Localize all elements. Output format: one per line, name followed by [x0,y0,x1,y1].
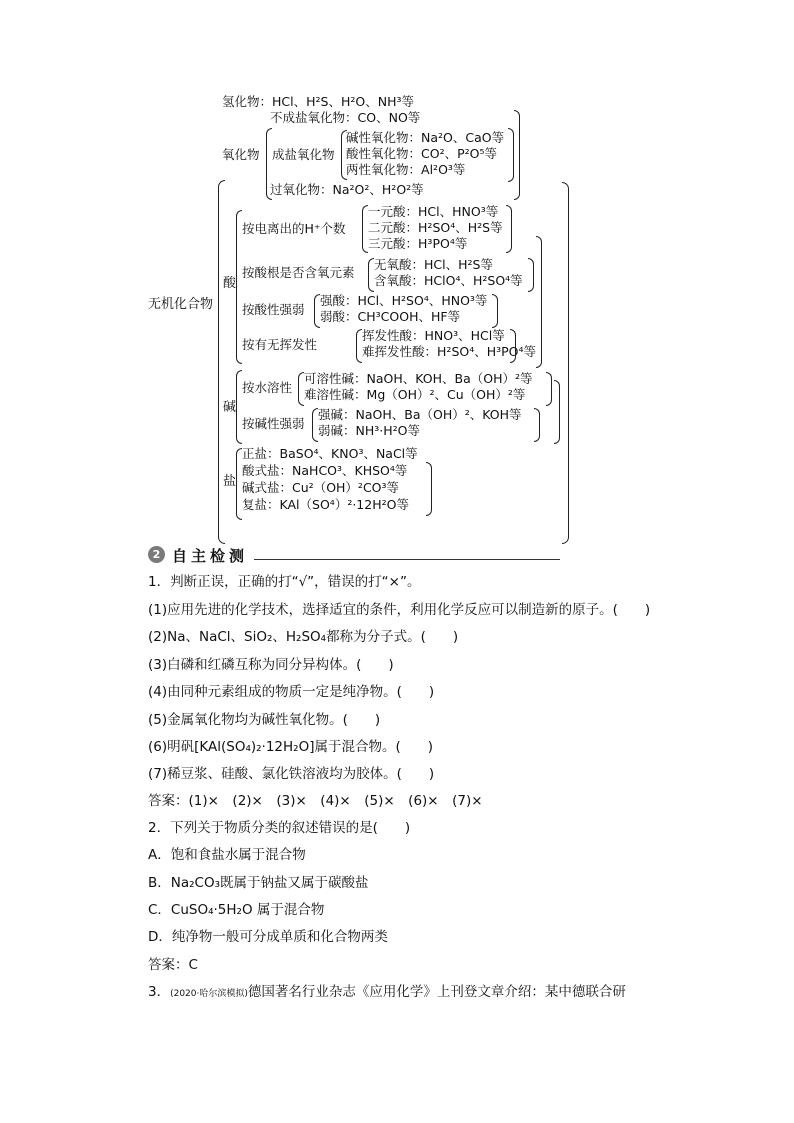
q1-item-6: (6)明矾[KAl(SO₄)₂·12H₂O]属于混合物。( ) [148,739,434,755]
monoprotic-acid: 一元酸：HCl、HNO³等 [368,204,499,219]
hydride-row: 氢化物：HCl、H²S、H²O、NH³等 [222,94,414,109]
q1-item-1: (1)应用先进的化学技术，选择适宜的条件，利用化学反应可以制造新的原子。( ) [148,602,651,618]
base-label: 碱 [223,400,237,415]
amphoteric-oxide: 两性氧化物：Al²O³等 [346,162,466,177]
nonvolatile-acid: 难挥发性酸：H²SO⁴、H³PO⁴等 [362,344,537,359]
acid-by-oxygen-label: 按酸根是否含氧元素 [242,265,355,280]
root-close-brace [562,182,569,544]
acid-by-strength-label: 按酸性强弱 [242,302,305,317]
q2-option-c: C．CuSO₄·5H₂O 属于混合物 [148,902,325,918]
base-by-strength-label: 按碱性强弱 [242,416,305,431]
insoluble-base: 难溶性碱：Mg（OH）²、Cu（OH）²等 [304,387,526,402]
q2-answer: 答案：C [148,957,198,973]
q3-source: (2020·哈尔滨模拟) [170,989,248,999]
acid-label: 酸 [223,276,237,291]
oxide-close-brace [514,110,520,200]
oxide-salt-forming-label: 成盐氧化物 [272,147,335,162]
oxide-label: 氧化物 [222,147,260,162]
salt-close-brace [426,462,432,516]
basic-oxide: 碱性氧化物：Na²O、CaO等 [346,130,505,145]
strong-base: 强碱：NaOH、Ba（OH）²、KOH等 [318,407,522,422]
normal-salt: 正盐：BaSO⁴、KNO³、NaCl等 [242,446,418,461]
q3-stem: 德国著名行业杂志《应用化学》上刊登文章介绍：某中德联合研 [247,984,626,1000]
q1-item-4: (4)由同种元素组成的物质一定是纯净物。( ) [148,684,435,700]
q1-item-5: (5)金属氧化物均为碱性氧化物。( ) [148,712,381,728]
acid-by-oxygen-close [528,258,534,292]
triprotic-acid: 三元酸：H³PO⁴等 [368,236,468,251]
acidic-oxide: 酸性氧化物：CO²、P²O⁵等 [346,146,498,161]
basic-salt: 碱式盐：Cu²（OH）²CO³等 [242,480,400,495]
salt-label: 盐 [223,474,237,489]
soluble-base: 可溶性碱：NaOH、KOH、Ba（OH）²等 [304,371,533,386]
strong-acid: 强酸：HCl、H²SO⁴、HNO³等 [320,293,488,308]
weak-base: 弱碱：NH³·H²O等 [318,423,421,438]
base-by-solubility-close [546,372,552,406]
section-divider [254,559,560,560]
q3-line: 3．(2020·哈尔滨模拟)德国著名行业杂志《应用化学》上刊登文章介绍：某中德联合研 [148,984,626,1000]
base-close-brace [554,380,560,444]
acid-close-brace [536,236,542,368]
acid-by-h-close [506,205,512,253]
q2-option-a: A．饱和食盐水属于混合物 [148,847,306,863]
weak-acid: 弱酸：CH³COOH、HF等 [320,309,461,324]
acid-by-volatility-close [510,329,516,363]
section-header [148,545,560,565]
section-number-icon: 2 [148,546,165,563]
q1-stem: 1．判断正误，正确的打“√”，错误的打“×”。 [148,574,421,590]
acid-by-h-label: 按电离出的H⁺个数 [242,221,346,236]
acid-salt: 酸式盐：NaHCO³、KHSO⁴等 [242,463,408,478]
q2-stem: 2．下列关于物质分类的叙述错误的是( ) [148,820,411,836]
oxo-acid: 含氧酸：HClO⁴、H²SO⁴等 [374,273,523,288]
base-by-solubility-label: 按水溶性 [242,380,293,395]
double-salt: 复盐：KAl（SO⁴）²·12H²O等 [242,497,409,512]
q2-option-b: B．Na₂CO₃既属于钠盐又属于碳酸盐 [148,875,369,891]
q1-item-2: (2)Na、NaCl、SiO₂、H₂SO₄都称为分子式。( ) [148,629,459,645]
q2-option-d: D．纯净物一般可分成单质和化合物两类 [148,929,388,945]
volatile-acid: 挥发性酸：HNO³、HCl等 [362,328,505,343]
q1-item-3: (3)白磷和红磷互称为同分异构体。( ) [148,657,394,673]
acid-by-volatility-label: 按有无挥发性 [242,337,318,352]
section-title: 自主检测 [172,547,249,565]
peroxide-row: 过氧化物：Na²O²、H²O²等 [270,182,424,197]
oxygen-free-acid: 无氧酸：HCl、H²S等 [374,257,493,272]
q1-answer: 答案：(1)× (2)× (3)× (4)× (5)× (6)× (7)× [148,793,483,809]
diprotic-acid: 二元酸：H²SO⁴、H²S等 [368,220,503,235]
q1-item-7: (7)稀豆浆、硅酸、氯化铁溶液均为胶体。( ) [148,766,435,782]
oxide-non-salt: 不成盐氧化物：CO、NO等 [270,110,421,125]
tree-root: 无机化合物 [148,297,214,312]
base-by-strength-close [534,408,540,442]
acid-by-strength-close [492,294,498,328]
